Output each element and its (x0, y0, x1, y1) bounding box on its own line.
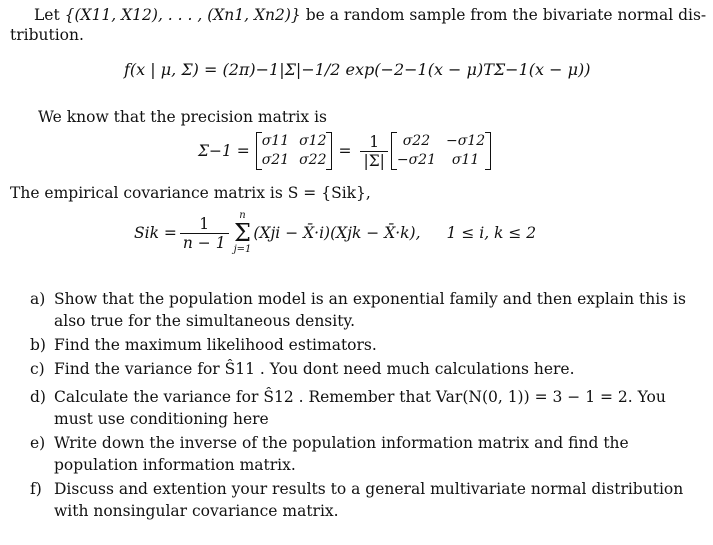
upper-cell: σ12 (299, 133, 327, 149)
question-d (30, 386, 690, 430)
question-text: Discuss and extention your results to a general multivariate normal distribution with nonsingular covariance matrix. (54, 480, 684, 520)
intro-line-2: tribution. (10, 26, 84, 44)
question-text: Show that the population model is an exponential family and then explain this is also true for the simultaneous density. (54, 290, 686, 330)
question-label: b) (30, 336, 46, 354)
sum-bottom: j=1 (233, 244, 252, 255)
question-label: a) (30, 290, 46, 308)
frac-den: n − 1 (182, 233, 226, 252)
sum-top: n (239, 210, 246, 221)
question-label: f) (30, 480, 42, 498)
lower-cell: σ22 (402, 133, 431, 149)
empirical-text: The empirical covariance matrix is S = {Sik}, (10, 184, 371, 202)
precision-coefficient (360, 133, 387, 170)
question-text: Find the variance for Ŝ11 . You dont need much calculations here. (54, 360, 575, 378)
equals-sign: = (338, 142, 352, 160)
question-b (30, 334, 690, 356)
question-a (30, 288, 690, 332)
intro-sample: {(X11, X12), . . . , (Xn1, Xn2)} (64, 6, 301, 24)
question-text: Calculate the variance for Ŝ12 . Remember that Var(N(0, 1)) = 3 − 1 = 2. You must use conditioning here (54, 388, 666, 428)
question-f (30, 478, 690, 522)
density-formula: f(x | μ, Σ) = (2π)−1|Σ|−1/2 exp(−2−1(x − μ)TΣ−1(x − μ)) (124, 60, 591, 79)
question-label: e) (30, 434, 46, 452)
empirical-lhs: Sik = (134, 224, 177, 242)
coef-den: |Σ| (363, 151, 385, 170)
upper-cell: σ22 (299, 152, 327, 168)
intro-text-b: be a random sample from the bivariate normal dis- (300, 6, 707, 24)
empirical-equation (134, 210, 536, 256)
empirical-range: 1 ≤ i, k ≤ 2 (446, 224, 537, 242)
empirical-fraction (180, 215, 229, 252)
lower-cell: σ11 (451, 152, 480, 168)
precision-equation (198, 132, 491, 170)
intro-text-a: Let (34, 6, 65, 24)
intro-line-1 (34, 6, 706, 24)
question-label: d) (30, 388, 46, 406)
precision-lower-matrix (391, 132, 491, 170)
question-text: Write down the inverse of the population information matrix and find the population information matrix. (54, 434, 629, 474)
frac-num: 1 (180, 215, 229, 234)
lower-cell: −σ21 (396, 152, 436, 168)
upper-cell: σ21 (261, 152, 290, 168)
precision-upper-matrix (256, 132, 333, 170)
question-c (30, 358, 690, 380)
precision-lhs: Σ−1 = (198, 142, 250, 160)
empirical-body: (Xji − X̄·i)(Xjk − X̄·k), (253, 224, 421, 242)
precision-intro: We know that the precision matrix is (38, 108, 327, 126)
question-e (30, 432, 690, 476)
question-label: c) (30, 360, 45, 378)
coef-num: 1 (360, 133, 387, 152)
upper-cell: σ11 (261, 133, 290, 149)
question-text: Find the maximum likelihood estimators. (54, 336, 377, 354)
lower-cell: −σ12 (446, 133, 486, 149)
sum-symbol: n Σ j=1 (233, 210, 252, 255)
